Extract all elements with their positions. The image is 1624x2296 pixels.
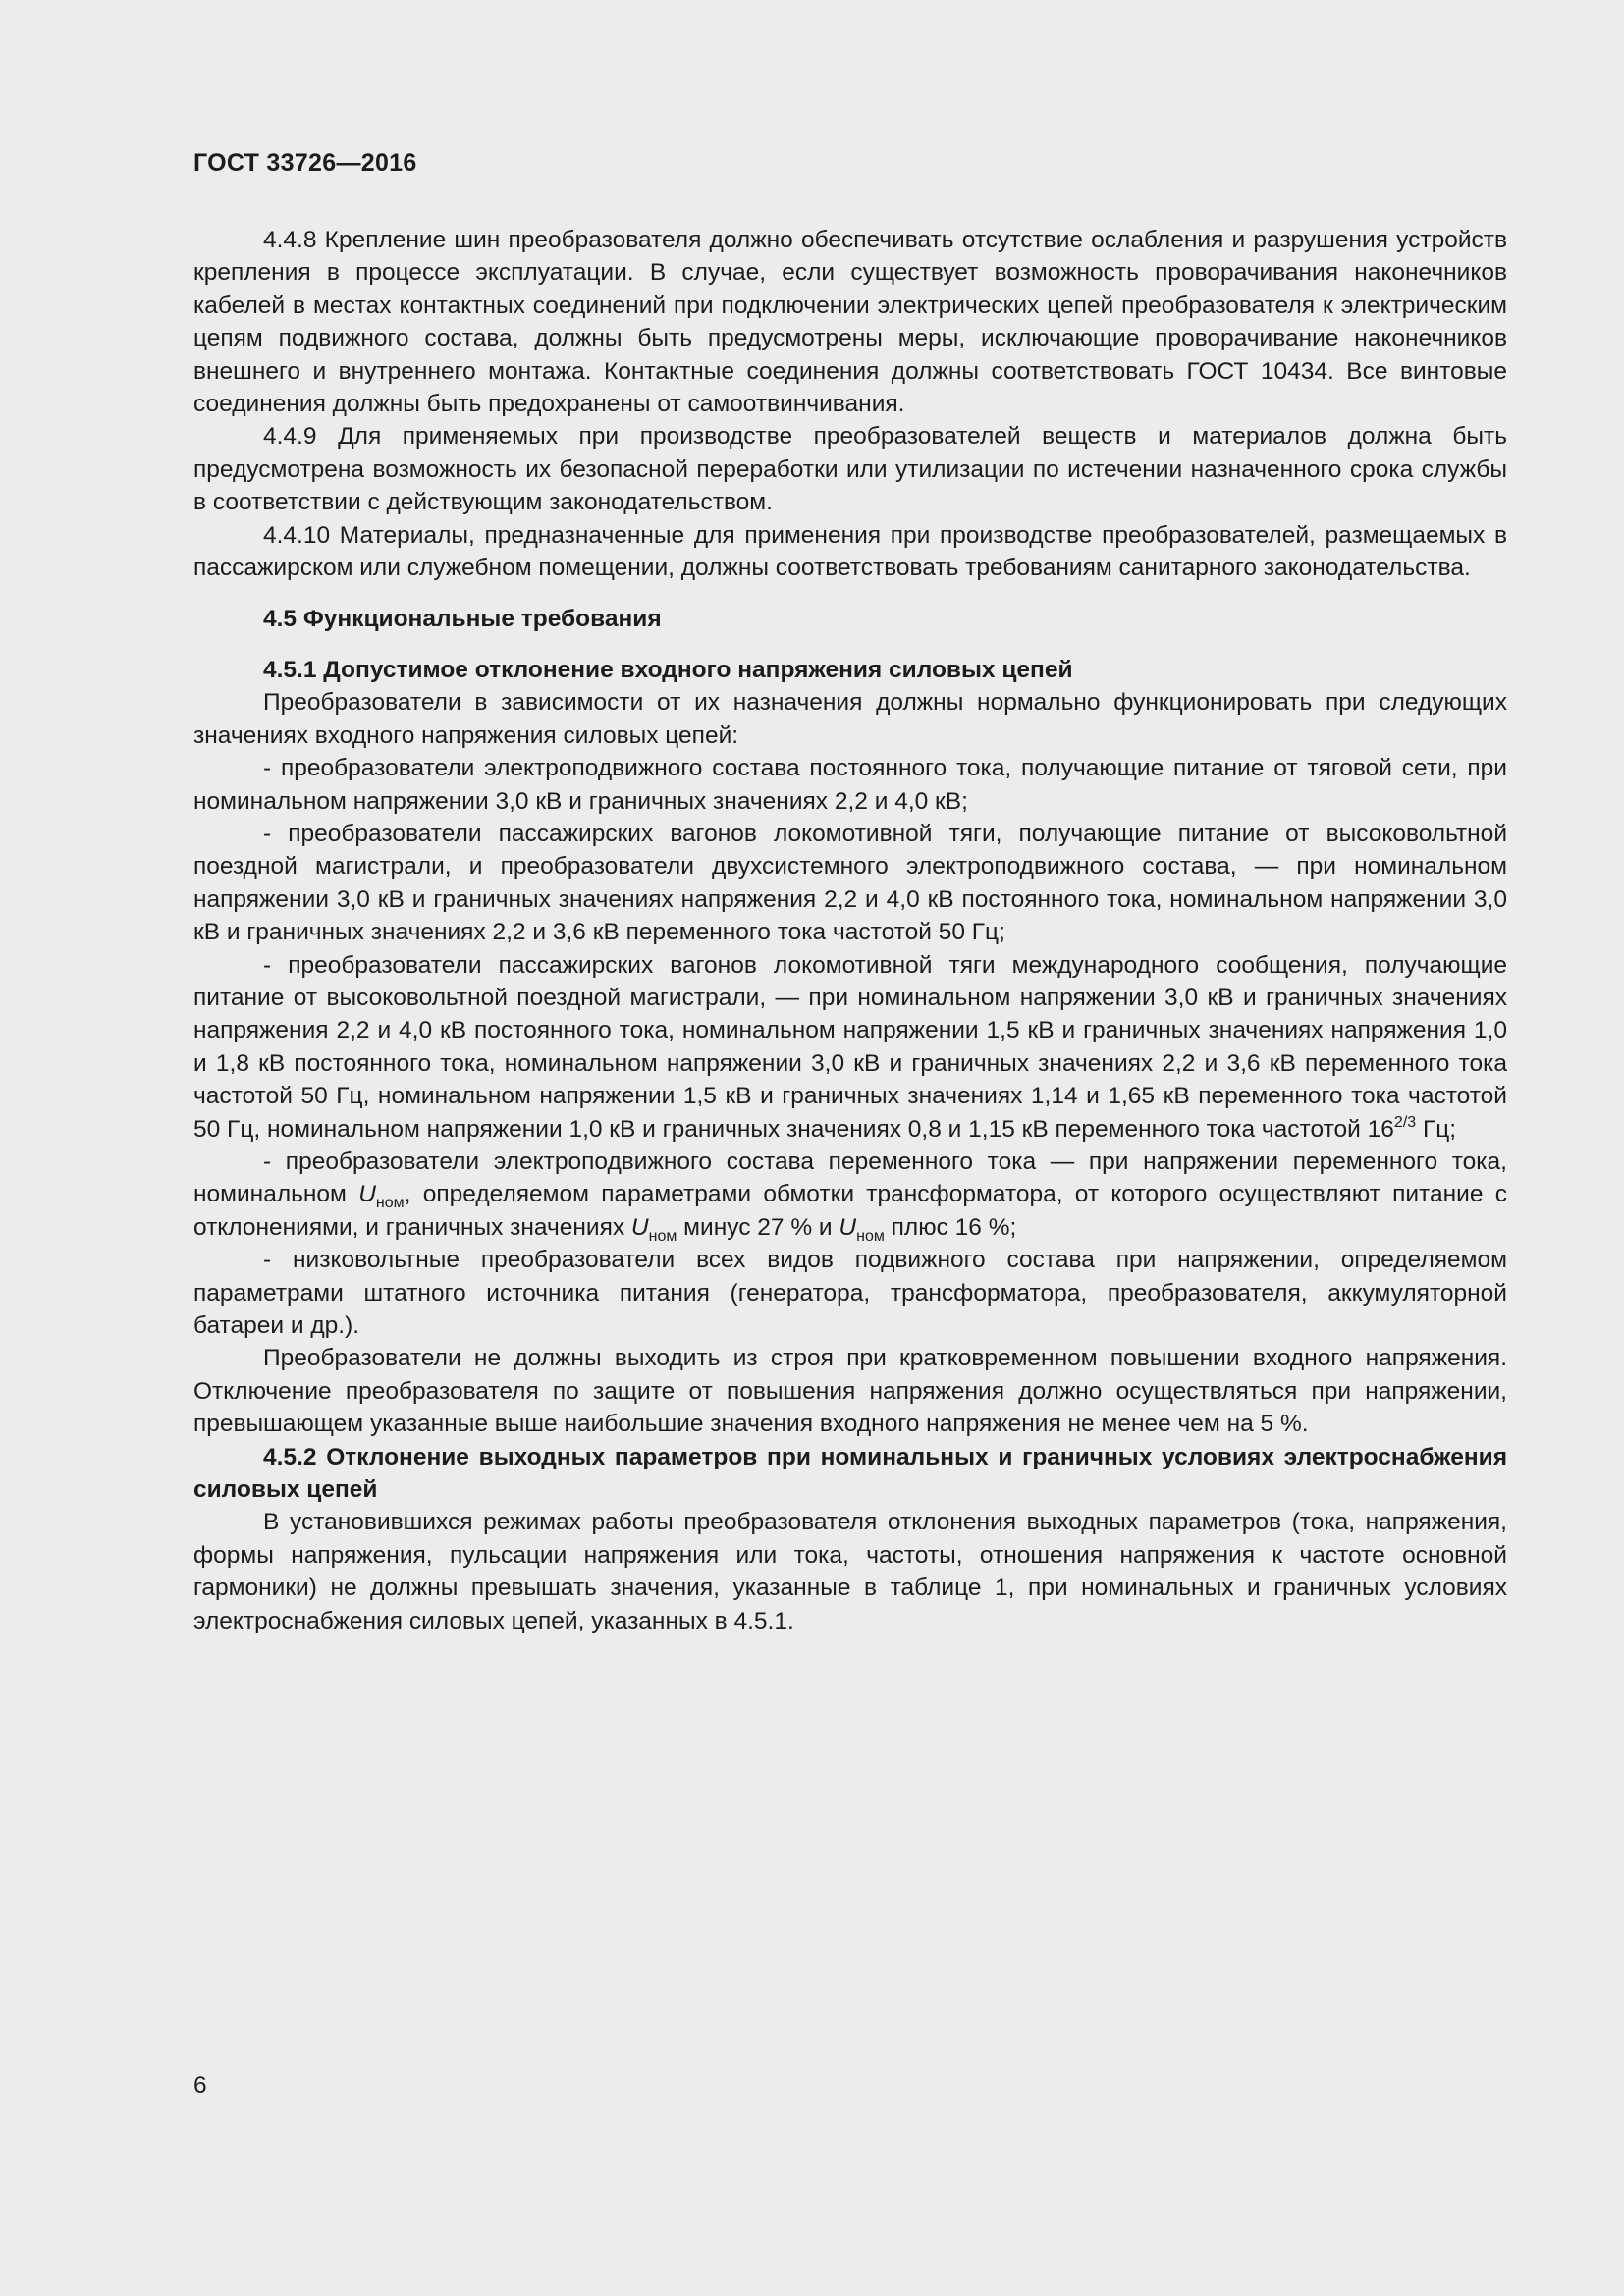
- section-heading-4-5: 4.5 Функциональные требования: [263, 606, 662, 633]
- subsection-heading-4-5-2: 4.5.2 Отклонение выходных параметров при номинальных и граничных условиях электроснабжения силовых цепей: [193, 1443, 1507, 1504]
- list-item-4-part-c: минус 27 % и: [677, 1213, 839, 1241]
- list-item-1: - преобразователи электроподвижного состава постоянного тока, получающие питание от тяговой сети, при номинальном напряжении 3,0 кВ и граничных значениях 2,2 и 4,0 кВ;: [193, 755, 1507, 815]
- fraction-superscript: 2/3: [1393, 1113, 1417, 1131]
- list-item-4-part-a: - преобразователи электроподвижного состава переменного тока — при напряжении переменного тока, номинальном: [193, 1148, 1507, 1208]
- list-item-4-part-d: плюс 16 %;: [884, 1213, 1017, 1241]
- paragraph-4-4-8: 4.4.8 Крепление шин преобразователя должно обеспечивать отсутствие ослабления и разрушения устройств крепления в процессе эксплуатации. В случае, если существует возможность проворачивания наконечников кабелей в местах контактных соединений при подключении электрических цепей преобразователя к электрическим цепям подвижного состава, должны быть предусмотрены меры, исключающие проворачивание наконечников внешнего и внутреннего монтажа. Контактные соединения должны соответствовать ГОСТ 10434. Все винтовые соединения должны быть предохранены от самоотвинчивания.: [193, 227, 1507, 418]
- paragraph-4-4-9: 4.4.9 Для применяемых при производстве преобразователей веществ и материалов должна быть предусмотрена возможность их безопасной переработки или утилизации по истечении назначенного срока службы в соответствии с действующим законодательством.: [193, 423, 1507, 516]
- subsection-heading-4-5-1: 4.5.1 Допустимое отклонение входного напряжения силовых цепей: [263, 656, 1073, 683]
- voltage-symbol-1: U: [358, 1181, 376, 1208]
- list-item-3: [193, 949, 1507, 1146]
- list-item-5: - низковольтные преобразователи всех видов подвижного состава при напряжении, определяемом параметрами штатного источника питания (генератора, трансформатора, преобразователя, аккумуляторной батареи и др.).: [193, 1247, 1507, 1339]
- page-number: 6: [193, 2072, 207, 2099]
- voltage-subscript-1: ном: [375, 1195, 405, 1212]
- list-item-4: [193, 1146, 1507, 1244]
- list-item-3-tail: Гц;: [1416, 1115, 1457, 1143]
- paragraph-4-5-1-intro: Преобразователи в зависимости от их назначения должны нормально функционировать при следующих значениях входного напряжения силовых цепей:: [193, 689, 1507, 749]
- document-header: ГОСТ 33726—2016: [193, 149, 417, 177]
- voltage-symbol-2: U: [630, 1213, 649, 1241]
- paragraph-overvoltage: Преобразователи не должны выходить из строя при кратковременном повышении входного напряжения. Отключение преобразователя по защите от повышения напряжения должно осуществляться при напряжении, превышающем указанные выше наибольшие значения входного напряжения не менее чем на 5 %.: [193, 1345, 1507, 1438]
- voltage-subscript-2: ном: [648, 1227, 677, 1245]
- list-item-2: - преобразователи пассажирских вагонов локомотивной тяги, получающие питание от высоковольтной поездной магистрали, и преобразователи двухсистемного электроподвижного состава, — при номинальном напряжении 3,0 кВ и граничных значениях напряжения 2,2 и 4,0 кВ постоянного тока, номинальном напряжении 3,0 кВ и граничных значениях 2,2 и 3,6 кВ переменного тока частотой 50 Гц;: [193, 820, 1507, 946]
- voltage-subscript-3: ном: [856, 1227, 885, 1245]
- list-item-4-part-b: , определяемом параметрами обмотки трансформатора, от которого осуществляют питание с отклонениями, и граничных значениях: [193, 1181, 1507, 1241]
- document-body: [193, 224, 1507, 1637]
- paragraph-4-5-2: В установившихся режимах работы преобразователя отклонения выходных параметров (тока, напряжения, формы напряжения, пульсации напряжения или тока, частоты, отношения напряжения к частоте основной гармоники) не должны превышать значения, указанные в таблице 1, при номинальных и граничных условиях электроснабжения силовых цепей, указанных в 4.5.1.: [193, 1509, 1507, 1634]
- voltage-symbol-3: U: [839, 1213, 857, 1241]
- paragraph-4-4-10: 4.4.10 Материалы, предназначенные для применения при производстве преобразователей, размещаемых в пассажирском или служебном помещении, должны соответствовать требованиям санитарного законодательства.: [193, 521, 1507, 582]
- list-item-3-text: - преобразователи пассажирских вагонов локомотивной тяги международного сообщения, получающие питание от высоковольтной поездной магистрали, — при номинальном напряжении 3,0 кВ и граничных значениях напряжения 2,2 и 4,0 кВ постоянного тока, номинальном напряжении 1,5 кВ и граничных значениях напряжения 1,0 и 1,8 кВ постоянного тока, номинальном напряжении 3,0 кВ и граничных значениях 2,2 и 3,6 кВ переменного тока частотой 50 Гц, номинальном напряжении 1,5 кВ и граничных значениях 1,14 и 1,65 кВ переменного тока частотой 50 Гц, номинальном напряжении 1,0 кВ и граничных значениях 0,8 и 1,15 кВ переменного тока частотой 16: [193, 951, 1507, 1143]
